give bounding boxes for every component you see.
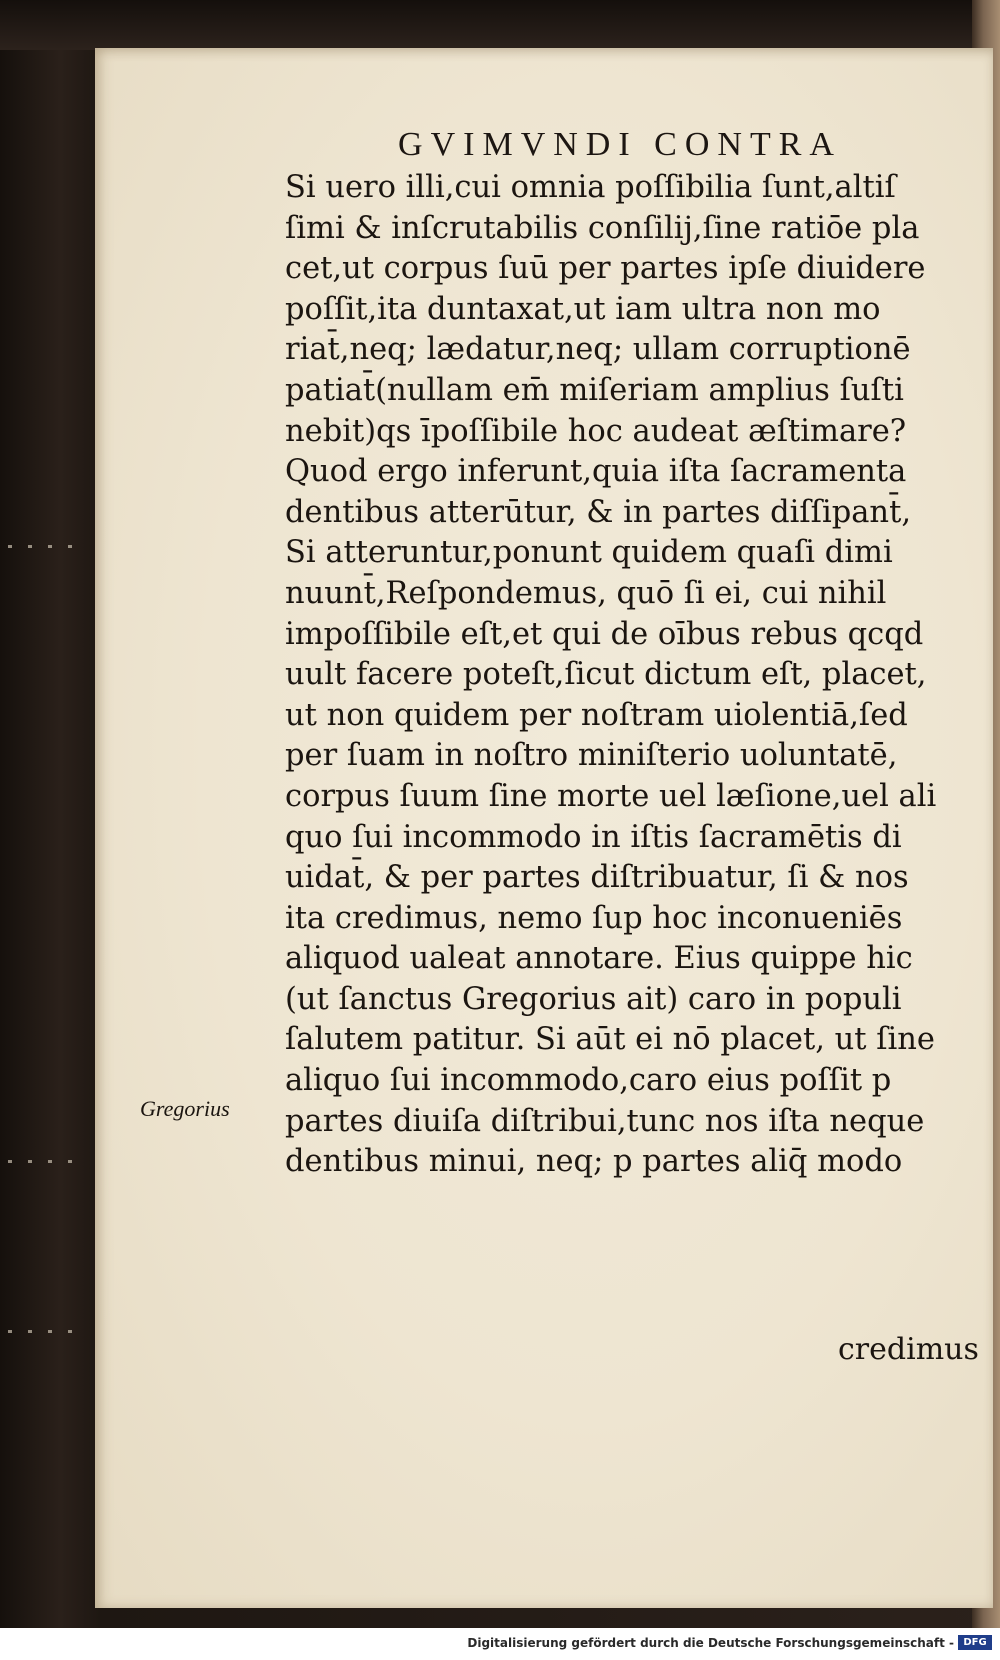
text-line: ita credimus, nemo ſup hoc inconueniēs — [285, 900, 903, 936]
text-line: uult facere poteſt,ſicut dictum eſt, placet, — [285, 657, 927, 693]
text-line: dentibus atterūtur, & in partes diſſipant̄, — [285, 494, 912, 530]
text-line: Si atteruntur,ponunt quidem quaſi dimi — [285, 535, 893, 571]
scan-top-edge — [0, 0, 1000, 50]
dust-specks — [0, 0, 90, 1628]
text-line: ſalutem patitur. Si aūt ei nō placet, ut ſine — [285, 1022, 935, 1058]
text-line: riat̄,neq; lædatur,neq; ullam corruptionē — [285, 332, 911, 368]
text-line: nebit)qs īpoſſibile hoc audeat æſtimare? — [285, 413, 907, 449]
text-line: Si uero illi,cui omnia poſſibilia ſunt,altiſ — [285, 170, 896, 205]
text-line: (ut ſanctus Gregorius ait) caro in populi — [285, 981, 902, 1017]
text-line: per ſuam in noſtro miniſterio uoluntatē, — [285, 738, 898, 774]
body-text — [285, 168, 1000, 1183]
text-line: quo ſui incommodo in iſtis ſacramētis di — [285, 819, 902, 855]
text-line: ſimi & inſcrutabilis conſilij,ſine ratiōe pla — [285, 210, 920, 246]
text-line: ut non quidem per noſtram uiolentiā,ſed — [285, 697, 908, 733]
running-head: GVIMVNDI CONTRA — [398, 126, 842, 163]
text-line: partes diuiſa diſtribui,tunc nos iſta neque — [285, 1103, 925, 1139]
text-line: uidat̄, & per partes diſtribuatur, ſi & nos — [285, 860, 909, 896]
text-line: aliquo ſui incommodo,caro eius poſſit p — [285, 1063, 892, 1099]
text-line: cet,ut corpus ſuū per partes ipſe diuidere — [285, 251, 926, 287]
text-line: Quod ergo inferunt,quia iſta ſacramenta — [285, 454, 907, 490]
funding-credit: Digitalisierung gefördert durch die Deutsche Forschungsgemeinschaft - — [467, 1636, 954, 1650]
text-line: dentibus minui, neq; p partes aliq̄ modo — [285, 1144, 903, 1180]
text-line: corpus ſuum ſine morte uel læſione,uel ali — [285, 778, 937, 814]
text-line: patiat̄(nullam em̄ miſeriam amplius ſuſti — [285, 372, 904, 408]
text-line: poſſit,ita duntaxat,ut iam ultra non mo — [285, 291, 881, 327]
dfg-logo-icon: DFG — [958, 1635, 992, 1650]
text-line: impoſſibile eſt,et qui de oībus rebus qcqd — [285, 616, 924, 652]
catchword: credimus — [838, 1332, 979, 1367]
text-line: nuunt̄,Reſpondemus, quō ſi ei, cui nihil — [285, 575, 887, 611]
digitization-footer — [0, 1628, 1000, 1660]
marginal-note: Gregorius — [140, 1096, 230, 1121]
text-line: aliquod ualeat annotare. Eius quippe hic — [285, 941, 913, 977]
